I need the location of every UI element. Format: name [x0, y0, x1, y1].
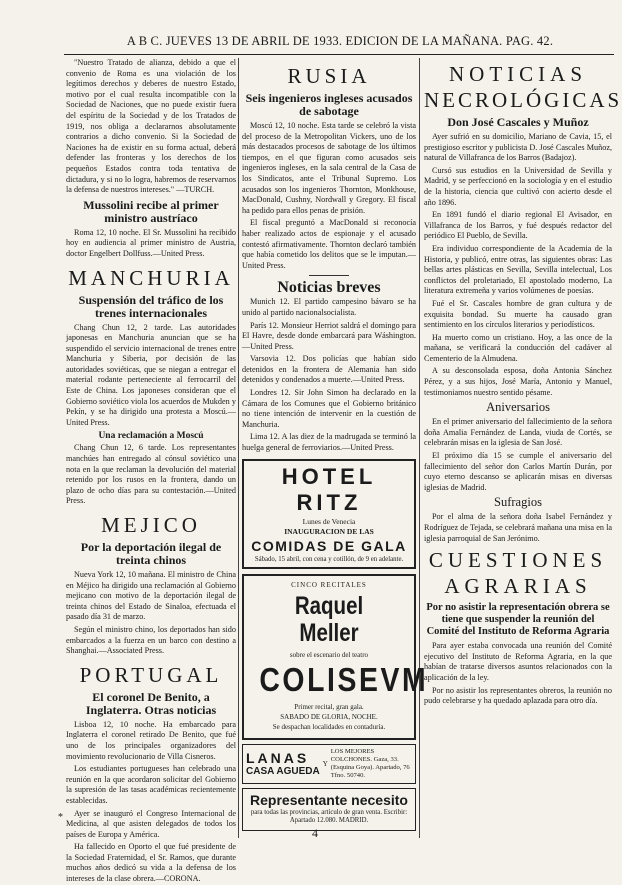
necrology-title-2: NECROLÓGICAS [424, 88, 622, 112]
bottom-number: 4 [312, 826, 318, 840]
recital-ad-top: CINCO RECITALES [291, 580, 367, 589]
portugal-text-4: Ha fallecido en Oporto el que fué presidente de la Sociedad Fraternidad, el Sr. Ramos, que durante muchos años dedicó su vida a la defensa de los intereses de la clase obrera.—CORONA. [66, 842, 236, 884]
necrology-text-3: En 1891 fundó el diario regional El Avisador, en Villafranca de los Barros, y fué después redactor del periódico El Pueblo, de Sevilla. [424, 210, 612, 241]
mejico-text-1: Nueva York 12, 10 mañana. El ministro de China en Méjico ha dirigido una reclamación al Gobierno mejicano con motivo de la deportación ilegal de treinta chinos del Estado de Sinaloa, efectuada el pasado día 31 de marzo. [66, 570, 236, 622]
column-1 [66, 58, 236, 884]
necrology-text-4: Era individuo correspondiente de la Academia de la Historia, y publicó, entre otras, las siguientes obras: Las bellas artes plásticas en Sevilla, Sevilla intelectual, Los conflictos del proletariado, El apostolado moderno, La literatura extremeña y varios volúmenes de poesías. [424, 243, 612, 296]
breves-text-1: Munich 12. El partido campesino bávaro se ha unido al partido nacionalsocialista. [242, 297, 416, 317]
article-intro-text: "Nuestro Tratado de alianza, debido a que el convenio de Roma es una violación de los legítimos derechos y deberes de nuestro Estado, motivo por el cual resulta incompatible con la Sociedad de Naciones, que no puede existir fuera del espíritu de la Sociedad y de los Tratados de 1919, nos obliga a declararnos absolutamente contrarios a dicho convenio. Si la Sociedad de Naciones ha de existir en su forma actual, deberá defender las fronteras y los derechos de los pequeños Estados contra toda tentativa de dictadura, y si no lo logra, habremos de reservarnos la defensa de nuestros intereses." —TURCH. [66, 58, 236, 195]
rusia-subtitle: Seis ingenieros ingleses acusados de sabotage [245, 91, 413, 118]
lanas-advertisement [242, 744, 416, 784]
recital-ad-bottom1: Primer recital, gran gala. [294, 702, 364, 711]
header-rule [64, 54, 614, 55]
recital-ad-theater: COLISEVM [259, 660, 429, 698]
cuestiones-title-1: CUESTIONES [428, 548, 608, 573]
representative-advertisement [242, 788, 416, 831]
hotel-ad-comidas: COMIDAS DE GALA [251, 537, 407, 554]
rusia-text-2: El fiscal preguntó a MacDonald si reconocía haber realizado actos de espionaje y el acusado contestó afirmativamente. Thornton declaró también que había cometido los delitos que se le imputan.—United Press. [242, 218, 416, 270]
aniversarios-text-1: En el primer aniversario del fallecimiento de la señora doña Amalia Fernández de Landa, viuda de Cortés, se celebrarán misas en la iglesia de San José. [424, 417, 612, 448]
lanas-ad-y: Y [322, 759, 328, 768]
sufragios-title: Sufragios [494, 495, 542, 510]
breves-text-5: Lima 12. A las diez de la madrugada se terminó la huelga general de ferroviarios.—United Press. [242, 432, 416, 453]
mussolini-text: Roma 12, 10 noche. El Sr. Mussolini ha recibido hoy en audiencia al primer ministro de Austria, doctor Engelbert Dollfuss.—United Press. [66, 227, 236, 258]
portugal-subtitle: El coronel De Benito, a Inglaterra. Otras noticias [85, 689, 217, 717]
breves-text-2: París 12. Monsieur Herriot saldrá el domingo para El Havre, desde donde embarcará para Wáshington.—United Press. [242, 320, 416, 351]
manchuria-title: MANCHURIA [68, 265, 234, 290]
rusia-text-1: Moscú 12, 10 noche. Esta tarde se celebró la vista del proceso de la Metropolitan Vickers, uno de los más destacados procesos de sabotage de los últimos tiempos, en el que figuran como acusados seis ingenieros ingleses, en la sala central de la Casa de los Sindicatos, ante el Tribunal Supremo. Los acusados son los ingenieros Thornton, Monkhouse, MacDonald, Cushny, Nordwall y Gregory. El fiscal ha pedido para ellos penas de prisión. [242, 121, 416, 215]
cuestiones-text-1: Para ayer estaba convocada una reunión del Comité ejecutivo del Instituto de Reforma Agraria, en la que habían de tratarse diversos asuntos relacionados con la aplicación de la ley. [424, 641, 612, 682]
mejico-subtitle: Por la deportación ilegal de treinta chinos [80, 540, 222, 567]
mejico-text-2: Según el ministro chino, los deportados han sido embarcados a la fuerza en un barco con destino a Shanghai.—Associated Press. [66, 624, 236, 656]
rep-ad-title: Representante necesito [250, 791, 408, 808]
hotel-ad-line2: INAUGURACION DE LAS [284, 526, 374, 536]
necrology-title-1: NOTICIAS [449, 62, 587, 86]
column-3 [424, 58, 622, 833]
cuestiones-subtitle: Por no asistir la representación obrera se tiene que suspender la reunión del Comité del Instituto de Reforma Agraria [426, 602, 610, 638]
necrology-text-5: Fué el Sr. Cascales hombre de gran cultura y de exquisita bondad. Su muerte ha causado gran sentimiento en los círculos literarios y periodísticos. [424, 298, 612, 330]
aniversarios-title: Aniversarios [486, 400, 550, 415]
manchuria-subtitle: Suspensión del tráfico de los trenes internacionales [78, 292, 224, 320]
mejico-title: MEJICO [101, 513, 201, 537]
cuestiones-title-2: AGRARIAS [444, 574, 592, 599]
hotel-ad-title: HOTEL RITZ [281, 463, 377, 515]
necrology-text-1: Ayer sufrió en su domicilio, Mariano de Cavia, 15, el prestigioso escritor y publicista D. José Cascales Muñoz, natural de Villafranca de los Barros (Badajoz). [424, 132, 612, 163]
recital-ad-bottom2: SABADO DE GLORIA, NOCHE. [280, 712, 378, 721]
manchuria-text: Chang Chun 12, 2 tarde. Las autoridades japonesas en Manchuria anuncian que se ha suspendido el servicio internacional de trenes entre Manchuria y Siberia, por decisión de las autoridades soviéticas, que se niegan a entregar el material rodante perteneciente al ferrocarril del Este de China. Los japoneses consideran que el Gobierno soviético viola los acuerdos de Mukden y Pekín, y se ha dirigido una protesta a Moscú.—United Press. [66, 322, 236, 427]
hotel-ad-line1: Lunes de Venecia [302, 516, 356, 526]
cuestiones-text-2: Por no asistir los representantes obreros, la reunión no pudo celebrarse y ha quedado aplazada para otro día. [424, 685, 612, 706]
breves-text-3: Varsovia 12. Dos policías que habían sido detenidos en la frontera de Alemania han sido detenidos y condenados a muerte.—United Press. [242, 354, 416, 385]
portugal-text-3: Ayer se inauguró el Congreso Internacional de Medicina, al que asisten delegados de todos los países de Europa y América. [66, 808, 236, 839]
column-divider-1 [238, 58, 239, 838]
necrology-text-7: A su desconsolada esposa, doña Antonia Sánchez Pérez, y a sus hijos, José María, Antonio y Manuel, testimoniamos nuestro sentido pésame. [424, 366, 612, 397]
necrology-text-2: Cursó sus estudios en la Universidad de Sevilla y Madrid, y se perfeccionó en la sociología y en el estudio de la historia, ciencia que cultivó con acierto desde el año 1896. [424, 165, 612, 207]
rusia-title: RUSIA [287, 64, 371, 88]
portugal-title: PORTUGAL [79, 662, 223, 687]
manchuria-sub2: Una reclamación a Moscú [98, 431, 204, 442]
mussolini-title: Mussolini recibe al primer ministro austríaco [83, 197, 219, 225]
recital-ad-performer: Raquel Meller [294, 591, 364, 647]
rep-ad-text: para todas las provincias, artículo de gran venta. Escribir: Apartado 12.080. MADRID. [250, 808, 408, 825]
lanas-ad-main: LANAS [246, 750, 310, 767]
lanas-ad-right: LOS MEJORES COLCHONES. Gaza, 33. (Esquina Goya). Apartado, 76 Tfno. 50740. [330, 747, 410, 779]
side-mark: * [58, 812, 63, 823]
breves-text-4: Londres 12. Sir John Simon ha declarado en la Cámara de los Comunes que el Gobierno británico no tiene intención de intervenir en la cuestión de Manchuria. [242, 388, 416, 429]
necrology-person: Don José Cascales y Muñoz [447, 115, 589, 129]
column-2 [242, 58, 429, 833]
recital-ad-bottom3: Se despachan localidades en contaduría. [272, 722, 386, 731]
portugal-text-1: Lisboa 12, 10 noche. Ha embarcado para Inglaterra el coronel retirado De Benito, que fué uno de los principales organizadores del movimiento revolucionario de Villa Cisneros. [66, 719, 236, 761]
hotel-ad-note: Sábado, 15 abril, con cena y cotillón, de 9 en adelante. [254, 555, 404, 563]
page-header: A B C. JUEVES 13 DE ABRIL DE 1933. EDICION DE LA MAÑANA. PAG. 42. [126, 34, 554, 48]
aniversarios-text-2: El próximo día 15 se cumple el aniversario del fallecimiento del señor don Carlos Martín Durán, por cuyo eterno descanso se aplicarán misas en diversas iglesias de Madrid. [424, 451, 612, 492]
necrology-text-6: Ha muerto como un cristiano. Hoy, a las once de la mañana, se verificará la conducción del cadáver al Cementerio de la Almudena. [424, 332, 612, 363]
column-divider-2 [419, 58, 420, 838]
sufragios-text: Por el alma de la señora doña Isabel Fernández y Rodríguez de Tejada, se celebrará mañana una misa en la iglesia parroquial de San Jerónimo. [424, 512, 612, 543]
portugal-text-2: Los estudiantes portugueses han celebrado una reunión en la que acordaron solicitar del Gobierno la supresión de las tasas académicas recientemente establecidas. [66, 764, 236, 805]
hotel-advertisement [242, 459, 416, 569]
recital-ad-mid: sobre el escenario del teatro [289, 650, 369, 659]
lanas-ad-casa: CASA AGUEDA [246, 766, 320, 778]
breves-title: Noticias breves [277, 279, 381, 297]
recital-advertisement [242, 574, 429, 740]
section-separator [309, 275, 349, 276]
manchuria-text-2: Chang Chun 12, 6 tarde. Los representantes manchúes han entregado al cónsul soviético una nota en la que reclaman la devolución del material retenido por los rusos en la frontera, dando un plazo de ocho días para su contestación.—United Press. [66, 443, 236, 506]
